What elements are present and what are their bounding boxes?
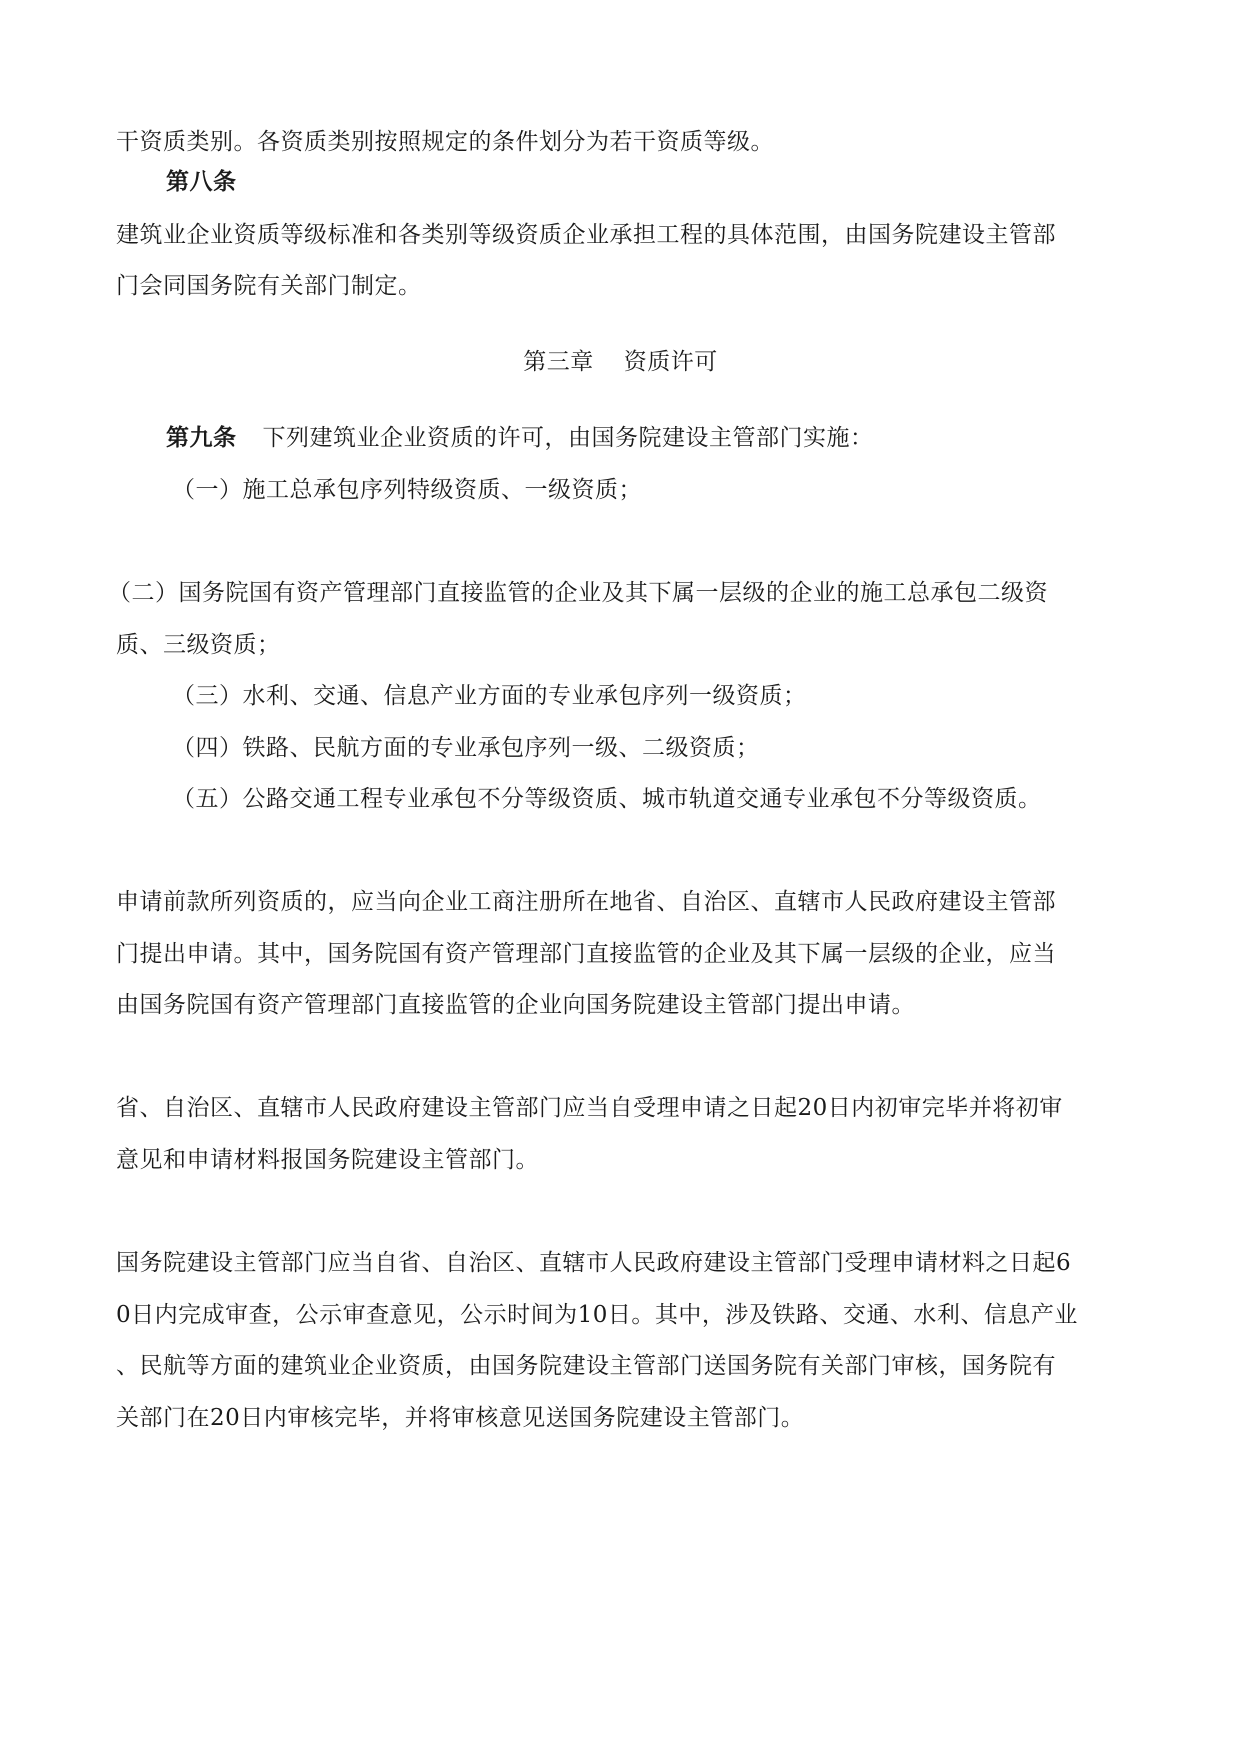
apply-paragraph-line-1: 申请前款所列资质的，应当向企业工商注册所在地省、自治区、直辖市人民政府建设主管部 <box>116 889 1056 915</box>
state-paragraph-line-2: 0日内完成审查，公示审查意见，公示时间为10日。其中，涉及铁路、交通、水利、信息产业 <box>116 1302 1078 1328</box>
provincial-paragraph-line-1: 省、自治区、直辖市人民政府建设主管部门应当自受理申请之日起20日内初审完毕并将初审 <box>116 1095 1063 1121</box>
chapter-title: 资质许可 <box>623 349 718 375</box>
article-9 <box>166 423 1176 453</box>
state-paragraph-line-4: 关部门在20日内审核完毕，并将审核意见送国务院建设主管部门。 <box>116 1405 805 1431</box>
list-item-1: （一）施工总承包序列特级资质、一级资质； <box>172 477 642 503</box>
chapter-number: 第三章 <box>523 349 594 375</box>
article-9-heading: 第九条 <box>166 425 237 451</box>
list-item-3: （三）水利、交通、信息产业方面的专业承包序列一级资质； <box>172 683 807 709</box>
state-paragraph-line-3: 、民航等方面的建筑业企业资质，由国务院建设主管部门送国务院有关部门审核，国务院有 <box>116 1353 1056 1379</box>
provincial-paragraph-line-2: 意见和申请材料报国务院建设主管部门。 <box>116 1147 539 1173</box>
state-paragraph-line-1: 国务院建设主管部门应当自省、自治区、直辖市人民政府建设主管部门受理申请材料之日起6 <box>116 1250 1072 1276</box>
article-8-heading: 第八条 <box>166 169 237 195</box>
paragraph-continuation: 干资质类别。各资质类别按照规定的条件划分为若干资质等级。 <box>116 129 774 155</box>
article-8-text-line-1: 建筑业企业资质等级标准和各类别等级资质企业承担工程的具体范围，由国务院建设主管部 <box>116 222 1056 248</box>
list-item-5: （五）公路交通工程专业承包不分等级资质、城市轨道交通专业承包不分等级资质。 <box>172 786 1042 812</box>
apply-paragraph-line-2: 门提出申请。其中，国务院国有资产管理部门直接监管的企业及其下属一层级的企业，应当 <box>116 941 1056 967</box>
chapter-heading <box>0 347 1241 377</box>
list-item-2-line-2: 质、三级资质； <box>116 632 281 658</box>
article-8-text-line-2: 门会同国务院有关部门制定。 <box>116 273 422 299</box>
article-9-text: 下列建筑业企业资质的许可，由国务院建设主管部门实施： <box>262 425 874 451</box>
list-item-2-line-1: （二）国务院国有资产管理部门直接监管的企业及其下属一层级的企业的施工总承包二级资 <box>108 580 1048 606</box>
list-item-4: （四）铁路、民航方面的专业承包序列一级、二级资质； <box>172 735 760 761</box>
apply-paragraph-line-3: 由国务院国有资产管理部门直接监管的企业向国务院建设主管部门提出申请。 <box>116 992 915 1018</box>
